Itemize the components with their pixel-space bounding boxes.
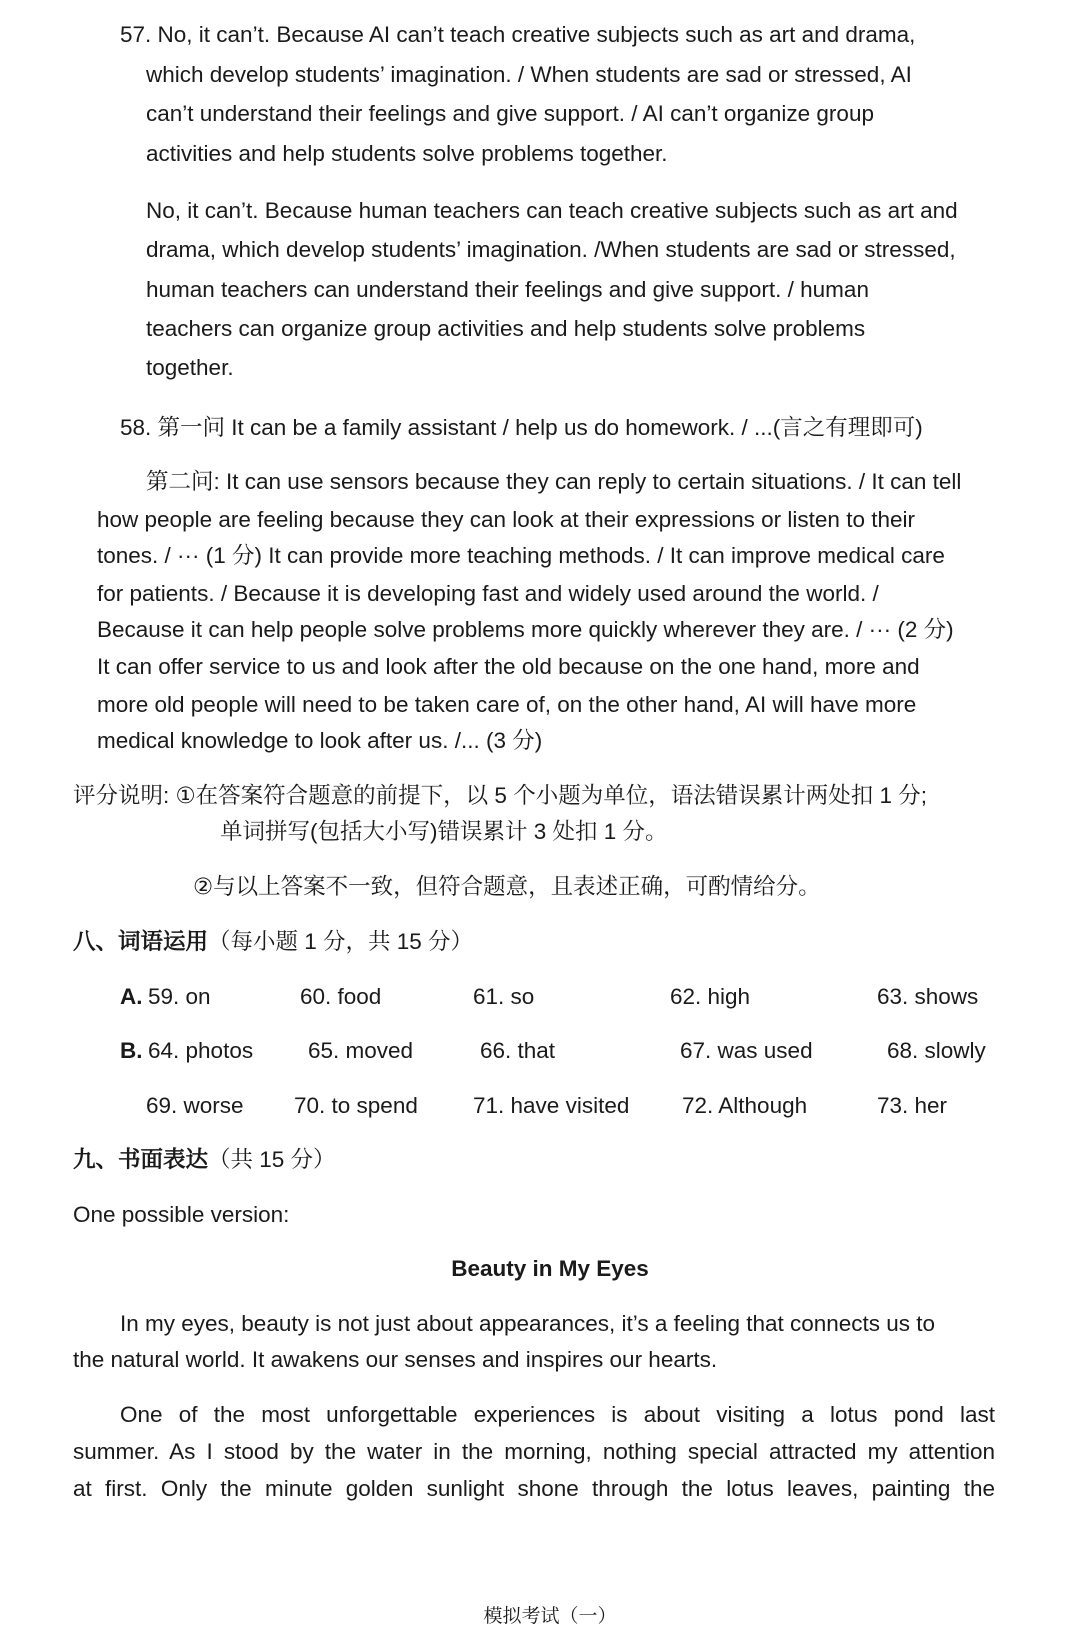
q57-answer1-line3: can’t understand their feelings and give support. / AI can’t organize group	[146, 101, 874, 126]
answer-71: 71. have visited	[473, 1093, 630, 1118]
q58-part2-line8: medical knowledge to look after us. /... (3 分)	[97, 728, 543, 753]
section9-heading: 九、书面表达	[73, 1147, 209, 1172]
q58-part2-line1: 第二问: It can use sensors because they can reply to certain situations. / It can tell	[146, 469, 962, 494]
answer-61: 61. so	[473, 984, 535, 1009]
scoring-note-1: 评分说明: ①在答案符合题意的前提下，以 5 个小题为单位，语法错误累计两处扣 1 分;	[73, 783, 927, 808]
answer-68: 68. slowly	[887, 1038, 986, 1063]
answer-67: 67. was used	[680, 1038, 813, 1063]
part-a-label: A.	[120, 984, 143, 1009]
q58-part2-line6: It can offer service to us and look after the old because on the one hand, more and	[97, 654, 920, 679]
essay-para1-line1: In my eyes, beauty is not just about appearances, it’s a feeling that connects us to	[120, 1311, 936, 1336]
answer-73: 73. her	[877, 1093, 948, 1118]
q57-answer1-line1: 57. No, it can’t. Because AI can’t teach creative subjects such as art and drama,	[120, 22, 916, 47]
q57-answer2-line1: No, it can’t. Because human teachers can teach creative subjects such as art and	[146, 198, 958, 223]
q57-answer1-line2: which develop students’ imagination. / When students are sad or stressed, AI	[146, 62, 912, 87]
q58-part2-line5: Because it can help people solve problems more quickly wherever they are. / ··· (2 分)	[97, 617, 954, 642]
answer-69: 69. worse	[146, 1093, 244, 1118]
answer-62: 62. high	[670, 984, 751, 1009]
q57-answer1-line4: activities and help students solve problems together.	[146, 141, 668, 166]
scoring-note-2: 单词拼写(包括大小写)错误累计 3 处扣 1 分。	[220, 819, 668, 844]
answer-60: 60. food	[300, 984, 382, 1009]
essay-para2-line3: at first. Only the minute golden sunlight shone through the lotus leaves, painting the	[73, 1476, 995, 1501]
section9-header	[73, 1145, 336, 1175]
q57-answer2-line2: drama, which develop students’ imagination. /When students are sad or stressed,	[146, 237, 956, 262]
section8-note: （每小题 1 分，共 15 分）	[208, 929, 474, 954]
q58-part2-line3: tones. / ··· (1 分) It can provide more teaching methods. / It can improve medical care	[97, 543, 945, 568]
q57-answer2-line4: teachers can organize group activities and help students solve problems	[146, 316, 866, 341]
answer-65: 65. moved	[308, 1038, 414, 1063]
section9-note: （共 15 分）	[208, 1147, 336, 1172]
answer-66: 66. that	[480, 1038, 556, 1063]
answer-70: 70. to spend	[294, 1093, 418, 1118]
part-b-label: B.	[120, 1038, 143, 1063]
section8-header	[73, 927, 473, 957]
q58-part2-line2: how people are feeling because they can look at their expressions or listen to their	[97, 507, 915, 532]
q58-part2-line4: for patients. / Because it is developing fast and widely used around the world. /	[97, 581, 879, 606]
essay-para1-line2: the natural world. It awakens our senses and inspires our hearts.	[73, 1347, 718, 1372]
answer-72: 72. Although	[682, 1093, 808, 1118]
q57-answer2-line3: human teachers can understand their feelings and give support. / human	[146, 277, 869, 302]
essay-title: Beauty in My Eyes	[451, 1256, 649, 1281]
answer-64: 64. photos	[148, 1038, 254, 1063]
essay-para2-line1: One of the most unforgettable experiences is about visiting a lotus pond last	[120, 1402, 995, 1427]
section8-heading: 八、词语运用	[73, 929, 209, 954]
answer-63: 63. shows	[877, 984, 979, 1009]
q58-part1: 58. 第一问 It can be a family assistant / help us do homework. / ...(言之有理即可)	[120, 415, 923, 440]
q58-part2-line7: more old people will need to be taken care of, on the other hand, AI will have more	[97, 692, 917, 717]
scoring-note-3: ②与以上答案不一致，但符合题意，且表述正确，可酌情给分。	[193, 874, 821, 899]
page-footer: 模拟考试（一）	[483, 1606, 617, 1627]
q57-answer2-line5: together.	[146, 355, 234, 380]
sample-intro: One possible version:	[73, 1202, 290, 1227]
answer-59: 59. on	[148, 984, 211, 1009]
essay-para2-line2: summer. As I stood by the water in the morning, nothing special attracted my attention	[73, 1439, 995, 1464]
